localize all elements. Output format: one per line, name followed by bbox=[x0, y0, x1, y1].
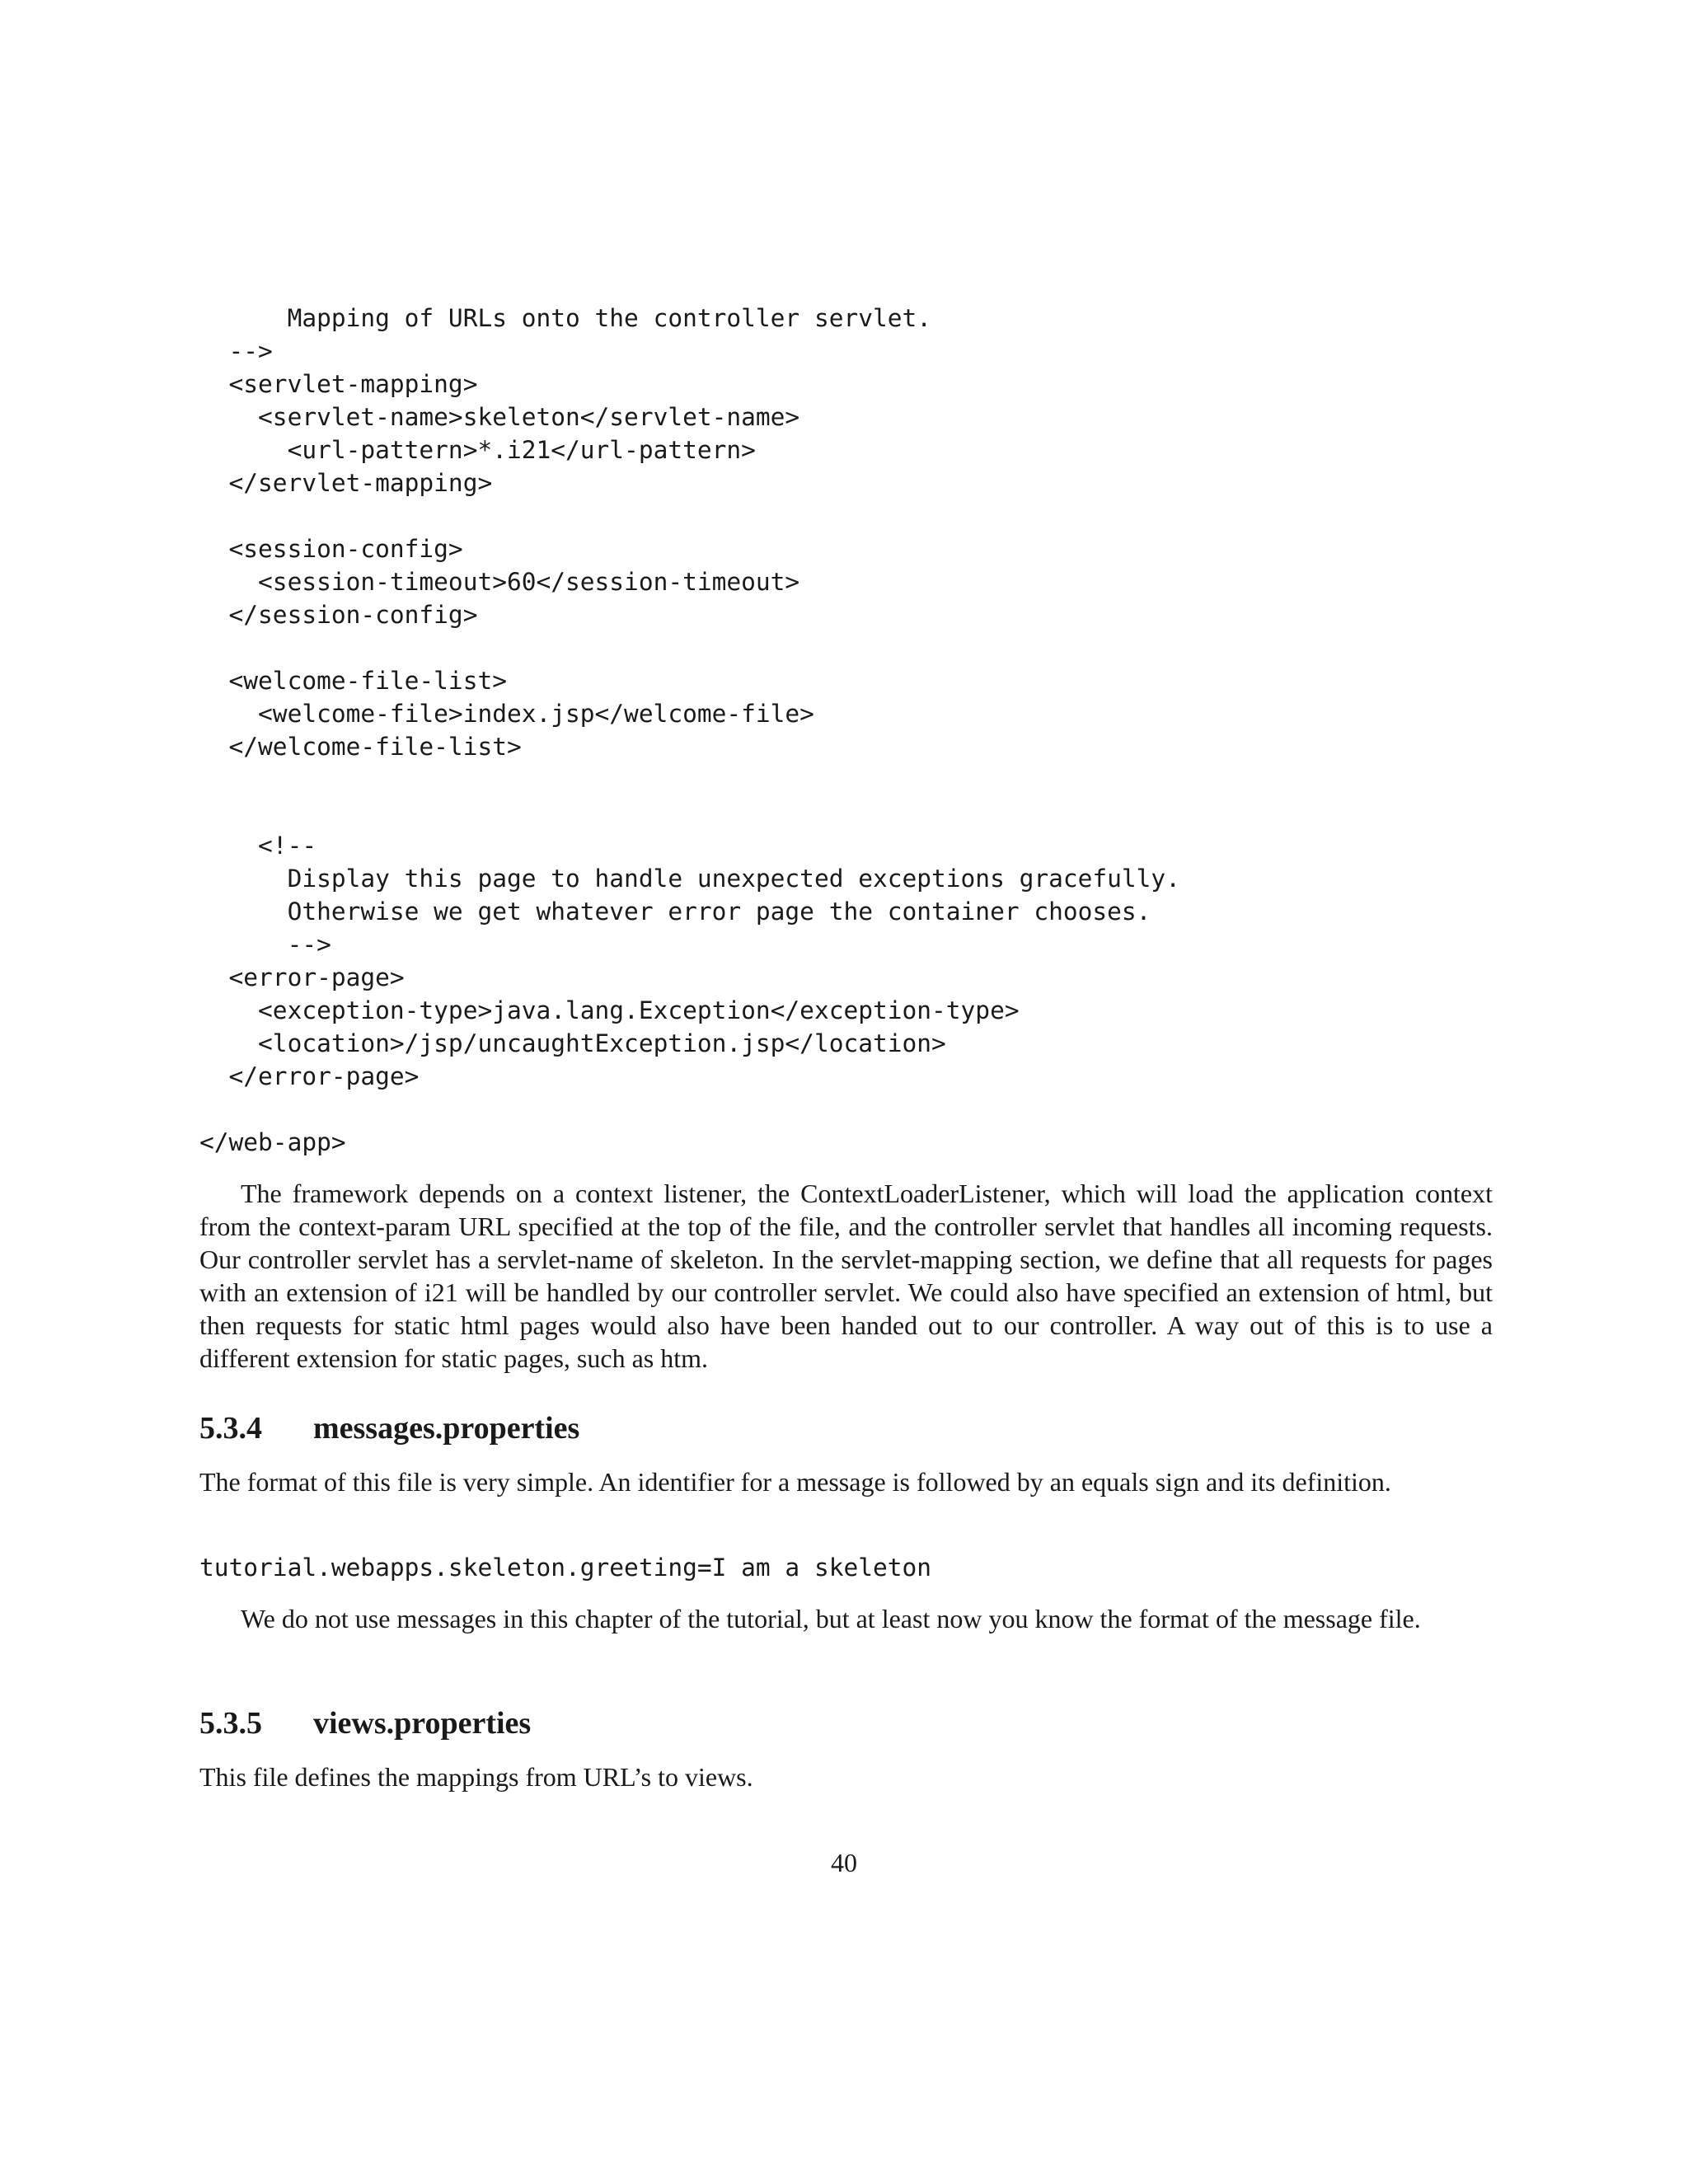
code-line: </session-config> bbox=[199, 601, 478, 629]
section-heading-messages bbox=[199, 1409, 579, 1447]
code-line: </error-page> bbox=[199, 1062, 420, 1090]
code-line bbox=[199, 1093, 1180, 1126]
messages-intro-paragraph: The format of this file is very simple. An identifier for a message is followed by an equals sign and its definition. bbox=[199, 1467, 1391, 1497]
messages-example-code: tutorial.webapps.skeleton.greeting=I am a skeleton bbox=[199, 1554, 932, 1582]
code-listing bbox=[199, 302, 1180, 1159]
code-line: <session-config> bbox=[199, 535, 463, 563]
code-line: --> bbox=[199, 337, 273, 365]
code-line: <url-pattern>*.i21</url-pattern> bbox=[199, 436, 756, 464]
code-line bbox=[199, 796, 1180, 829]
code-line: Mapping of URLs onto the controller servlet. bbox=[199, 304, 932, 332]
section-number: 5.3.4 bbox=[199, 1411, 262, 1446]
section-title: messages.properties bbox=[313, 1411, 580, 1446]
code-line bbox=[199, 763, 1180, 796]
code-line: </servlet-mapping> bbox=[199, 469, 493, 497]
code-line: <servlet-mapping> bbox=[199, 370, 478, 398]
framework-paragraph: The framework depends on a context listener, the ContextLoaderListener, which will load the application context from the context-param URL specified at the top of the file, and the controller servlet that handles all incoming requests. Our controller servlet has a servlet-name of skeleton. In the servlet-mapping section, we define that all requests for pages with an extension of i21 will be handled by our controller servlet. We could also have specified an extension of html, but then requests for static html pages would also have been handed out to our controller. A way out of this is to use a different extension for static pages, such as htm. bbox=[199, 1179, 1493, 1373]
code-line: <welcome-file-list> bbox=[199, 667, 507, 695]
messages-note-paragraph: We do not use messages in this chapter of the tutorial, but at least now you know the format of the message file. bbox=[241, 1604, 1421, 1633]
code-line: <servlet-name>skeleton</servlet-name> bbox=[199, 403, 800, 431]
code-line bbox=[199, 499, 1180, 532]
section-heading-views bbox=[199, 1704, 531, 1742]
code-line bbox=[199, 631, 1180, 664]
section-title: views.properties bbox=[313, 1706, 532, 1741]
views-intro-paragraph: This file defines the mappings from URL’s to views. bbox=[199, 1762, 753, 1792]
code-line: </welcome-file-list> bbox=[199, 733, 522, 761]
code-line: </web-app> bbox=[199, 1128, 346, 1156]
code-line: <error-page> bbox=[199, 963, 405, 991]
page-number: 40 bbox=[831, 1848, 857, 1877]
section-number: 5.3.5 bbox=[199, 1706, 262, 1741]
code-line: <welcome-file>index.jsp</welcome-file> bbox=[199, 700, 814, 728]
code-line: <!-- bbox=[199, 832, 317, 860]
code-line: <exception-type>java.lang.Exception</exception-type> bbox=[199, 996, 1020, 1024]
code-line: Otherwise we get whatever error page the container chooses. bbox=[199, 898, 1151, 926]
code-line: Display this page to handle unexpected exceptions gracefully. bbox=[199, 865, 1180, 893]
code-line: <location>/jsp/uncaughtException.jsp</location> bbox=[199, 1029, 946, 1057]
code-line: <session-timeout>60</session-timeout> bbox=[199, 568, 800, 596]
code-line: --> bbox=[199, 930, 331, 958]
